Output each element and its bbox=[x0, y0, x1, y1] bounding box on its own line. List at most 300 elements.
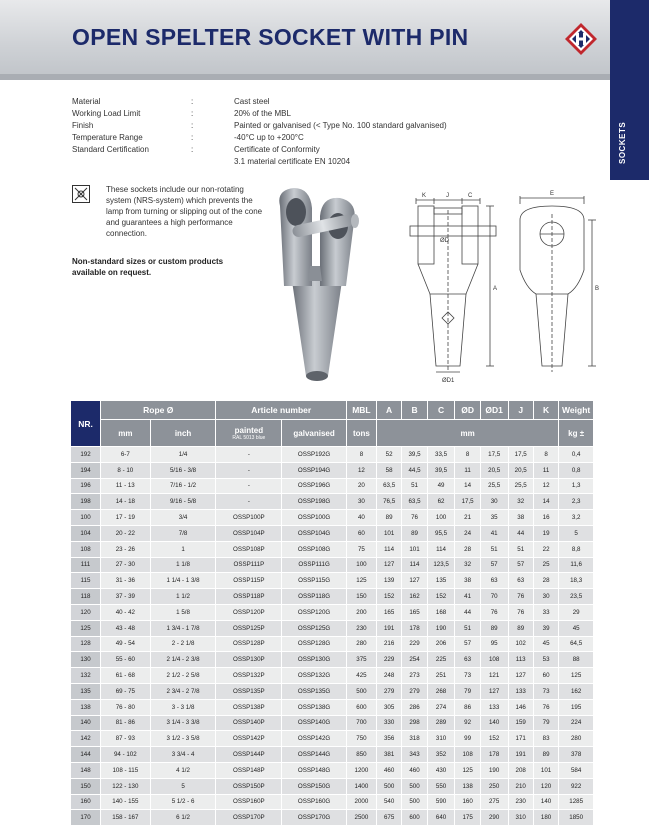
table-cell: 18,3 bbox=[559, 573, 594, 589]
table-cell: OSSP100P bbox=[216, 510, 282, 526]
col-header-a: A bbox=[376, 401, 401, 420]
table-cell: 1 1/2 bbox=[150, 589, 216, 605]
table-row bbox=[71, 778, 594, 794]
spec-colon: : bbox=[191, 97, 194, 106]
table-row bbox=[71, 620, 594, 636]
table-cell: 152 bbox=[376, 589, 401, 605]
col-header-d1: ØD1 bbox=[480, 401, 508, 420]
table-row bbox=[71, 668, 594, 684]
table-cell: 5 bbox=[150, 778, 216, 794]
subheader-tons: tons bbox=[346, 420, 376, 447]
spec-label: Temperature Range bbox=[72, 133, 143, 142]
spec-value: Certificate of Conformity bbox=[234, 145, 320, 154]
table-cell: 318 bbox=[402, 731, 427, 747]
table-cell: 27 - 30 bbox=[101, 557, 151, 573]
table-cell: 1850 bbox=[559, 810, 594, 826]
table-cell: 111 bbox=[71, 557, 101, 573]
table-row bbox=[71, 715, 594, 731]
table-cell: 152 bbox=[427, 589, 455, 605]
table-cell: 12 bbox=[346, 462, 376, 478]
rotation-lock-icon bbox=[72, 185, 90, 203]
table-cell: 1 1/8 bbox=[150, 557, 216, 573]
dim-b-label: B bbox=[595, 286, 600, 292]
table-cell: 125 bbox=[71, 620, 101, 636]
table-cell: 162 bbox=[402, 589, 427, 605]
table-cell: 29 bbox=[559, 604, 594, 620]
table-cell: 60 bbox=[533, 668, 558, 684]
table-cell: 194 bbox=[71, 462, 101, 478]
table-row bbox=[71, 447, 594, 463]
subheader-inch: inch bbox=[150, 420, 216, 447]
table-cell: 1/4 bbox=[150, 447, 216, 463]
table-cell: 88 bbox=[559, 652, 594, 668]
table-cell: 280 bbox=[559, 731, 594, 747]
table-row bbox=[71, 573, 594, 589]
table-cell: 6-7 bbox=[101, 447, 151, 463]
table-cell: OSSP144P bbox=[216, 747, 282, 763]
table-cell: 425 bbox=[346, 668, 376, 684]
table-row bbox=[71, 510, 594, 526]
dim-j-label: J bbox=[446, 193, 449, 199]
table-cell: 51 bbox=[402, 478, 427, 494]
table-cell: 28 bbox=[455, 541, 480, 557]
table-cell: OSSP115G bbox=[282, 573, 347, 589]
table-cell: 195 bbox=[559, 699, 594, 715]
table-cell: 198 bbox=[71, 494, 101, 510]
table-cell: 58 bbox=[376, 462, 401, 478]
table-cell: 298 bbox=[402, 715, 427, 731]
table-cell: 3 1/2 - 3 5/8 bbox=[150, 731, 216, 747]
table-cell: 378 bbox=[559, 747, 594, 763]
table-cell: 289 bbox=[427, 715, 455, 731]
spec-value: 20% of the MBL bbox=[234, 109, 291, 118]
table-cell: 123,5 bbox=[427, 557, 455, 573]
spec-colon: : bbox=[191, 133, 194, 142]
table-cell: 175 bbox=[455, 810, 480, 826]
table-cell: 279 bbox=[376, 683, 401, 699]
table-cell: 160 bbox=[455, 794, 480, 810]
table-cell: 11 bbox=[533, 462, 558, 478]
table-cell: 75 bbox=[346, 541, 376, 557]
table-cell: - bbox=[216, 478, 282, 494]
table-row bbox=[71, 794, 594, 810]
spec-label: Material bbox=[72, 97, 101, 106]
table-cell: OSSP128G bbox=[282, 636, 347, 652]
table-cell: 460 bbox=[402, 762, 427, 778]
table-cell: 1400 bbox=[346, 778, 376, 794]
table-cell: 32 bbox=[508, 494, 533, 510]
table-cell: 540 bbox=[376, 794, 401, 810]
table-cell: 128 bbox=[71, 636, 101, 652]
col-header-weight: Weight bbox=[559, 401, 594, 420]
table-cell: 20 - 22 bbox=[101, 525, 151, 541]
table-cell: OSSP100G bbox=[282, 510, 347, 526]
table-cell: 352 bbox=[427, 747, 455, 763]
table-cell: 8,8 bbox=[559, 541, 594, 557]
table-cell: 20,5 bbox=[480, 462, 508, 478]
table-cell: 590 bbox=[427, 794, 455, 810]
col-header-rope: Rope Ø bbox=[101, 401, 216, 420]
table-cell: 8 bbox=[455, 447, 480, 463]
table-cell: 140 - 155 bbox=[101, 794, 151, 810]
table-cell: 1 bbox=[150, 541, 216, 557]
table-cell: OSSP148G bbox=[282, 762, 347, 778]
table-cell: 159 bbox=[508, 715, 533, 731]
table-cell: 229 bbox=[402, 636, 427, 652]
subheader-kg: kg ± bbox=[559, 420, 594, 447]
spec-row bbox=[72, 121, 532, 133]
table-cell: 9/16 - 5/8 bbox=[150, 494, 216, 510]
table-cell: 381 bbox=[376, 747, 401, 763]
table-cell: 158 - 167 bbox=[101, 810, 151, 826]
table-cell: 850 bbox=[346, 747, 376, 763]
table-cell: OSSP196G bbox=[282, 478, 347, 494]
table-cell: 39,5 bbox=[402, 447, 427, 463]
table-cell: 73 bbox=[455, 668, 480, 684]
table-cell: 86 bbox=[455, 699, 480, 715]
table-cell: 279 bbox=[402, 683, 427, 699]
table-cell: 138 bbox=[455, 778, 480, 794]
table-cell: 33 bbox=[533, 604, 558, 620]
table-cell: 120 bbox=[533, 778, 558, 794]
table-cell: 51 bbox=[480, 541, 508, 557]
table-cell: 79 bbox=[455, 683, 480, 699]
table-cell: 2 1/2 - 2 5/8 bbox=[150, 668, 216, 684]
subheader-painted bbox=[216, 420, 282, 447]
table-cell: 3 - 3 1/8 bbox=[150, 699, 216, 715]
table-cell: 139 bbox=[376, 573, 401, 589]
table-cell: OSSP125P bbox=[216, 620, 282, 636]
table-row bbox=[71, 762, 594, 778]
table-row bbox=[71, 636, 594, 652]
table-cell: 133 bbox=[508, 683, 533, 699]
table-row bbox=[71, 478, 594, 494]
socket-specs-table bbox=[70, 400, 594, 826]
table-cell: 11 - 13 bbox=[101, 478, 151, 494]
table-cell: 430 bbox=[427, 762, 455, 778]
table-cell: 125 bbox=[559, 668, 594, 684]
table-cell: 125 bbox=[346, 573, 376, 589]
table-cell: 1200 bbox=[346, 762, 376, 778]
table-cell: 23 - 26 bbox=[101, 541, 151, 557]
table-cell: 675 bbox=[376, 810, 401, 826]
table-cell: 69 - 75 bbox=[101, 683, 151, 699]
subheader-mm-dims: mm bbox=[376, 420, 558, 447]
table-cell: 700 bbox=[346, 715, 376, 731]
table-cell: 5/16 - 3/8 bbox=[150, 462, 216, 478]
table-cell: 17,5 bbox=[480, 447, 508, 463]
table-cell: OSSP194G bbox=[282, 462, 347, 478]
table-cell: 178 bbox=[402, 620, 427, 636]
table-cell: 130 bbox=[71, 652, 101, 668]
table-cell: 30 bbox=[480, 494, 508, 510]
table-cell: 39,5 bbox=[427, 462, 455, 478]
table-cell: 83 bbox=[533, 731, 558, 747]
table-cell: 113 bbox=[508, 652, 533, 668]
table-cell: 25,5 bbox=[508, 478, 533, 494]
table-cell: 273 bbox=[402, 668, 427, 684]
table-cell: 274 bbox=[427, 699, 455, 715]
table-cell: 25,5 bbox=[480, 478, 508, 494]
table-cell: OSSP170G bbox=[282, 810, 347, 826]
table-cell: OSSP150P bbox=[216, 778, 282, 794]
table-cell: 142 bbox=[71, 731, 101, 747]
table-cell: 12 bbox=[533, 478, 558, 494]
table-cell: OSSP120G bbox=[282, 604, 347, 620]
table-cell: 19 bbox=[533, 525, 558, 541]
table-cell: 89 bbox=[533, 747, 558, 763]
dim-od-label: ØD bbox=[440, 238, 449, 244]
table-cell: 17,5 bbox=[508, 447, 533, 463]
table-cell: 356 bbox=[376, 731, 401, 747]
table-cell: 100 bbox=[346, 557, 376, 573]
table-cell: 89 bbox=[508, 620, 533, 636]
table-cell: 500 bbox=[402, 778, 427, 794]
table-cell: 3 1/4 - 3 3/8 bbox=[150, 715, 216, 731]
table-cell: 500 bbox=[402, 794, 427, 810]
table-cell: 1,3 bbox=[559, 478, 594, 494]
table-cell: 57 bbox=[480, 557, 508, 573]
table-cell: 5 1/2 - 6 bbox=[150, 794, 216, 810]
table-row bbox=[71, 699, 594, 715]
table-cell: 133 bbox=[480, 699, 508, 715]
table-cell: 216 bbox=[376, 636, 401, 652]
col-header-nr: NR. bbox=[71, 401, 101, 447]
table-cell: 600 bbox=[402, 810, 427, 826]
table-cell: 51 bbox=[508, 541, 533, 557]
table-row bbox=[71, 462, 594, 478]
spec-value: Cast steel bbox=[234, 97, 270, 106]
table-cell: OSSP118P bbox=[216, 589, 282, 605]
table-cell: 38 bbox=[508, 510, 533, 526]
table-cell: OSSP135G bbox=[282, 683, 347, 699]
table-cell: 500 bbox=[376, 778, 401, 794]
table-cell: OSSP132P bbox=[216, 668, 282, 684]
table-cell: 180 bbox=[533, 810, 558, 826]
table-cell: 7/8 bbox=[150, 525, 216, 541]
table-cell: OSSP144G bbox=[282, 747, 347, 763]
table-cell: 20,5 bbox=[508, 462, 533, 478]
table-cell: OSSP142P bbox=[216, 731, 282, 747]
table-cell: 168 bbox=[427, 604, 455, 620]
table-cell: 30 bbox=[346, 494, 376, 510]
table-cell: 38 bbox=[455, 573, 480, 589]
table-body bbox=[71, 447, 594, 826]
spec-label: Standard Certification bbox=[72, 145, 149, 154]
table-cell: 640 bbox=[427, 810, 455, 826]
table-cell: 57 bbox=[508, 557, 533, 573]
table-cell: 280 bbox=[346, 636, 376, 652]
table-cell: 63 bbox=[480, 573, 508, 589]
table-cell: 140 bbox=[533, 794, 558, 810]
table-cell: 7/16 - 1/2 bbox=[150, 478, 216, 494]
table-cell: 11,6 bbox=[559, 557, 594, 573]
spec-row bbox=[72, 157, 532, 169]
table-cell: 108 bbox=[455, 747, 480, 763]
table-cell: 14 bbox=[533, 494, 558, 510]
spec-row bbox=[72, 109, 532, 121]
table-row bbox=[71, 494, 594, 510]
table-cell: OSSP148P bbox=[216, 762, 282, 778]
table-cell: 229 bbox=[376, 652, 401, 668]
table-row bbox=[71, 731, 594, 747]
table-cell: 178 bbox=[480, 747, 508, 763]
table-cell: 225 bbox=[427, 652, 455, 668]
table-cell: 104 bbox=[71, 525, 101, 541]
table-cell: 0,4 bbox=[559, 447, 594, 463]
table-cell: 76 - 80 bbox=[101, 699, 151, 715]
table-cell: 200 bbox=[346, 604, 376, 620]
table-cell: 70 bbox=[480, 589, 508, 605]
table-cell: OSSP118G bbox=[282, 589, 347, 605]
table-cell: 3,2 bbox=[559, 510, 594, 526]
table-cell: 268 bbox=[427, 683, 455, 699]
table-cell: 190 bbox=[427, 620, 455, 636]
table-cell: OSSP160G bbox=[282, 794, 347, 810]
spec-colon: : bbox=[191, 109, 194, 118]
table-cell: 14 - 18 bbox=[101, 494, 151, 510]
table-cell: 922 bbox=[559, 778, 594, 794]
table-cell: 60 bbox=[346, 525, 376, 541]
table-cell: 40 bbox=[346, 510, 376, 526]
table-cell: 550 bbox=[427, 778, 455, 794]
table-cell: 37 - 39 bbox=[101, 589, 151, 605]
table-cell: 275 bbox=[480, 794, 508, 810]
table-row bbox=[71, 525, 594, 541]
col-header-article: Article number bbox=[216, 401, 346, 420]
table-cell: 375 bbox=[346, 652, 376, 668]
table-cell: 127 bbox=[480, 683, 508, 699]
table-cell: 127 bbox=[508, 668, 533, 684]
table-cell: 118 bbox=[71, 589, 101, 605]
table-cell: 248 bbox=[376, 668, 401, 684]
table-cell: OSSP150G bbox=[282, 778, 347, 794]
table-cell: 140 bbox=[480, 715, 508, 731]
table-cell: OSSP135P bbox=[216, 683, 282, 699]
table-cell: OSSP132G bbox=[282, 668, 347, 684]
table-cell: 127 bbox=[402, 573, 427, 589]
table-cell: 92 bbox=[455, 715, 480, 731]
table-cell: 1 1/4 - 1 3/8 bbox=[150, 573, 216, 589]
table-cell: 251 bbox=[427, 668, 455, 684]
table-cell: 44,5 bbox=[402, 462, 427, 478]
table-cell: 162 bbox=[559, 683, 594, 699]
table-cell: - bbox=[216, 447, 282, 463]
table-cell: 2000 bbox=[346, 794, 376, 810]
spec-list bbox=[72, 97, 532, 169]
table-cell: OSSP108P bbox=[216, 541, 282, 557]
table-cell: 2 3/4 - 2 7/8 bbox=[150, 683, 216, 699]
table-cell: 89 bbox=[480, 620, 508, 636]
dim-a-label: A bbox=[493, 286, 498, 292]
table-cell: 22 bbox=[533, 541, 558, 557]
table-cell: 33,5 bbox=[427, 447, 455, 463]
dim-e-label: E bbox=[550, 191, 555, 197]
col-header-d: ØD bbox=[455, 401, 480, 420]
table-cell: 101 bbox=[376, 525, 401, 541]
subheader-painted-label: painted bbox=[234, 425, 264, 435]
table-cell: 108 bbox=[480, 652, 508, 668]
table-cell: 286 bbox=[402, 699, 427, 715]
table-cell: 31 - 36 bbox=[101, 573, 151, 589]
table-row bbox=[71, 747, 594, 763]
col-header-mbl: MBL bbox=[346, 401, 376, 420]
table-cell: 55 - 60 bbox=[101, 652, 151, 668]
table-cell: 41 bbox=[455, 589, 480, 605]
table-cell: 108 - 115 bbox=[101, 762, 151, 778]
table-cell: OSSP198G bbox=[282, 494, 347, 510]
table-cell: 49 - 54 bbox=[101, 636, 151, 652]
page-title: OPEN SPELTER SOCKET WITH PIN bbox=[72, 24, 469, 50]
table-cell: OSSP111P bbox=[216, 557, 282, 573]
col-header-c: C bbox=[427, 401, 455, 420]
table-cell: 45 bbox=[533, 636, 558, 652]
table-cell: 152 bbox=[480, 731, 508, 747]
table-cell: 16 bbox=[533, 510, 558, 526]
table-cell: 230 bbox=[508, 794, 533, 810]
table-cell: 2 1/4 - 2 3/8 bbox=[150, 652, 216, 668]
table-cell: 28 bbox=[533, 573, 558, 589]
table-cell: 63 bbox=[455, 652, 480, 668]
table-cell: 1 3/4 - 1 7/8 bbox=[150, 620, 216, 636]
table-cell: 2500 bbox=[346, 810, 376, 826]
table-cell: 44 bbox=[508, 525, 533, 541]
col-header-j: J bbox=[508, 401, 533, 420]
table-cell: 584 bbox=[559, 762, 594, 778]
table-cell: 39 bbox=[533, 620, 558, 636]
table-cell: 121 bbox=[480, 668, 508, 684]
table-cell: 165 bbox=[402, 604, 427, 620]
table-cell: 135 bbox=[71, 683, 101, 699]
table-cell: OSSP138P bbox=[216, 699, 282, 715]
table-cell: OSSP160P bbox=[216, 794, 282, 810]
table-cell: 120 bbox=[71, 604, 101, 620]
table-cell: 600 bbox=[346, 699, 376, 715]
nrs-system-note: These sockets include our non-rotating system (NRS-system) which prevents the lamp from turning or slipping out of the cone and guarantees a high performance connection. bbox=[106, 185, 263, 238]
table-cell: 32 bbox=[455, 557, 480, 573]
table-cell: 21 bbox=[455, 510, 480, 526]
table-cell: 230 bbox=[346, 620, 376, 636]
table-cell: 43 - 48 bbox=[101, 620, 151, 636]
table-cell: 191 bbox=[376, 620, 401, 636]
table-cell: 30 bbox=[533, 589, 558, 605]
spec-value: 3.1 material certificate EN 10204 bbox=[234, 157, 351, 166]
table-cell: OSSP170P bbox=[216, 810, 282, 826]
custom-products-note: Non-standard sizes or custom products available on request. bbox=[72, 257, 224, 277]
brand-logo-icon bbox=[564, 22, 598, 56]
table-cell: 224 bbox=[559, 715, 594, 731]
table-cell: 135 bbox=[427, 573, 455, 589]
table-cell: 2,3 bbox=[559, 494, 594, 510]
table-cell: 330 bbox=[376, 715, 401, 731]
table-cell: 53 bbox=[533, 652, 558, 668]
table-cell: 191 bbox=[508, 747, 533, 763]
table-cell: 343 bbox=[402, 747, 427, 763]
spec-row bbox=[72, 97, 532, 109]
table-cell: 171 bbox=[508, 731, 533, 747]
table-cell: 1 5/8 bbox=[150, 604, 216, 620]
table-cell: 250 bbox=[480, 778, 508, 794]
table-cell: 125 bbox=[455, 762, 480, 778]
table-cell: OSSP130G bbox=[282, 652, 347, 668]
table-cell: 108 bbox=[71, 541, 101, 557]
table-cell: 8 bbox=[533, 447, 558, 463]
table-cell: 127 bbox=[376, 557, 401, 573]
table-cell: 190 bbox=[480, 762, 508, 778]
table-cell: 148 bbox=[71, 762, 101, 778]
table-cell: 140 bbox=[71, 715, 101, 731]
table-cell: 76 bbox=[508, 589, 533, 605]
